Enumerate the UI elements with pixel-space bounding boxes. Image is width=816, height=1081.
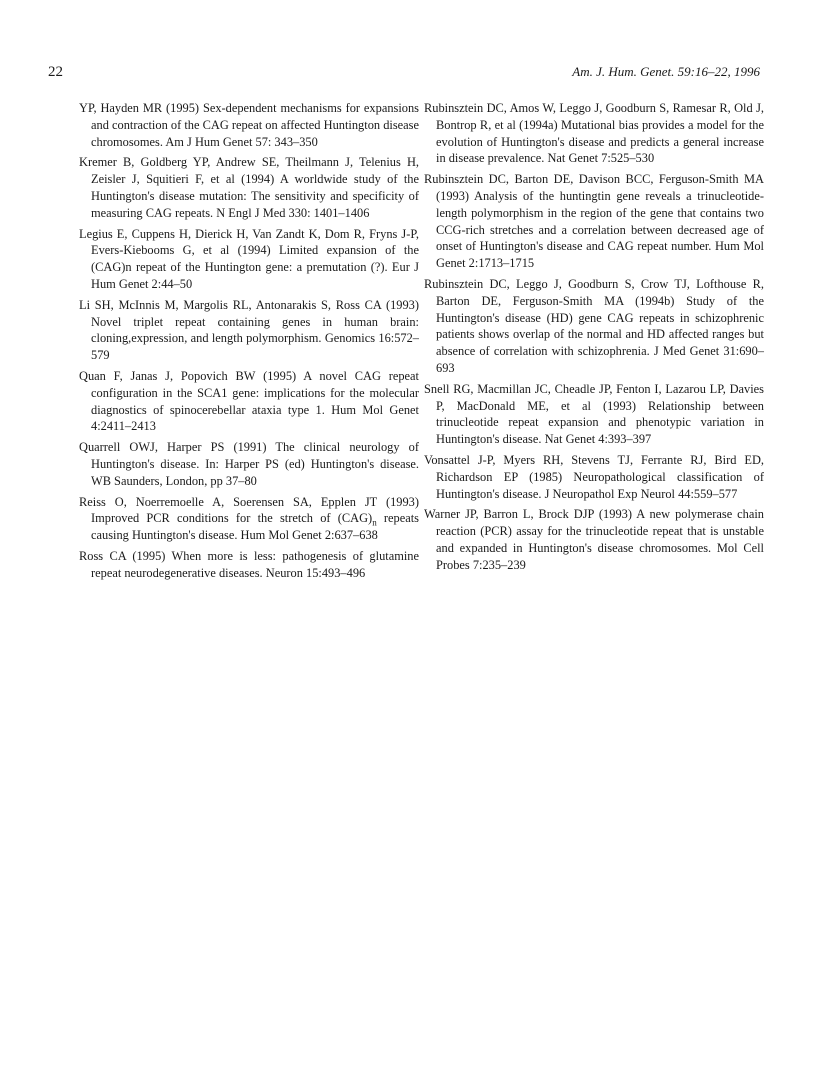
reference-entry: Kremer B, Goldberg YP, Andrew SE, Theilmann J, Telenius H, Zeisler J, Squitieri F, et al (1994) A worldwide study of the Huntington's disease mutation: The sensitivity and specificity of measuring CAG repeats. N Engl J Med 330: 1401–1406 — [79, 155, 419, 220]
references-right-column — [424, 100, 764, 578]
reference-entry: Quan F, Janas J, Popovich BW (1995) A novel CAG repeat configuration in the SCA1 gene: implications for the molecular diagnostics of spinocerebellar ataxia type 1. Hum Mol Genet 4:2411–2413 — [79, 368, 419, 434]
references-left-column — [79, 100, 419, 586]
page-number: 22 — [48, 64, 63, 80]
page-header — [48, 62, 760, 82]
reference-entry-reiss — [79, 494, 419, 544]
reference-entry: Snell RG, Macmillan JC, Cheadle JP, Fenton I, Lazarou LP, Davies P, MacDonald ME, et al (1993) Relationship between trinucleotide repeat expansion and phenotypic variation in Huntington's disease. Nat Genet 4:393–397 — [424, 381, 764, 447]
reference-entry: Legius E, Cuppens H, Dierick H, Van Zandt K, Dom R, Fryns J-P, Evers-Kiebooms G, et al (1994) Limited expansion of the (CAG)n repeat of the Huntington gene: a premutation (?). Eur J Hum Genet 2:44–50 — [79, 226, 419, 291]
reference-entry: Rubinsztein DC, Barton DE, Davison BCC, Ferguson-Smith MA (1993) Analysis of the huntingtin gene reveals a trinucleotide-length polymorphism in the region of the gene that contains two CCG-rich stretches and a correlation between decreased age of onset of Huntington's disease and CAG repeat number. Hum Mol Genet 2:1713–1715 — [424, 172, 764, 271]
reference-entry: Rubinsztein DC, Amos W, Leggo J, Goodburn S, Ramesar R, Old J, Bontrop R, et al (1994a) Mutational bias provides a model for the evolution of Huntington's disease and predicts a general increase in disease prevalence. Nat Genet 7:525–530 — [424, 101, 764, 166]
reference-text: repeats causing Huntington's disease. Hum Mol Genet 2:637–638 — [91, 511, 420, 543]
reference-entry: Quarrell OWJ, Harper PS (1991) The clinical neurology of Huntington's disease. In: Harper PS (ed) Huntington's disease. WB Saunders, London, pp 37–80 — [79, 440, 419, 488]
reference-entry: Warner JP, Barron L, Brock DJP (1993) A new polymerase chain reaction (PCR) assay for the trinucleotide repeat that is unstable and expanded in Huntington's disease chromosomes. Mol Cell Probes 7:235–239 — [424, 507, 764, 572]
reference-entry: Rubinsztein DC, Leggo J, Goodburn S, Crow TJ, Lofthouse R, Barton DE, Ferguson-Smith MA (1994b) Study of the Huntington's disease (HD) gene CAG repeats in schizophrenic patients shows overlap of the normal and HD affected ranges but absence of correlation with schizophrenia. J Med Genet 31:690–693 — [424, 276, 764, 375]
reference-text: Reiss O, Noerremoelle A, Soerensen SA, Epplen JT (1993) Improved PCR conditions for the stretch of (CAG) — [79, 494, 419, 526]
journal-citation: Am. J. Hum. Genet. 59:16–22, 1996 — [572, 64, 760, 79]
subscript-n: n — [372, 517, 377, 528]
reference-entry: Vonsattel J-P, Myers RH, Stevens TJ, Ferrante RJ, Bird ED, Richardson EP (1985) Neuropathological classification of Huntington's disease. J Neuropathol Exp Neurol 44:559–577 — [424, 452, 764, 501]
reference-entry: YP, Hayden MR (1995) Sex-dependent mechanisms for expansions and contraction of the CAG repeat on affected Huntington disease chromosomes. Am J Hum Genet 57: 343–350 — [79, 101, 419, 149]
reference-entry: Li SH, McInnis M, Margolis RL, Antonarakis S, Ross CA (1993) Novel triplet repeat containing genes in human brain: cloning,expression, and length polymorphism. Genomics 16:572–579 — [79, 297, 419, 363]
reference-entry: Ross CA (1995) When more is less: pathogenesis of glutamine repeat neurodegenerative diseases. Neuron 15:493–496 — [79, 548, 419, 580]
